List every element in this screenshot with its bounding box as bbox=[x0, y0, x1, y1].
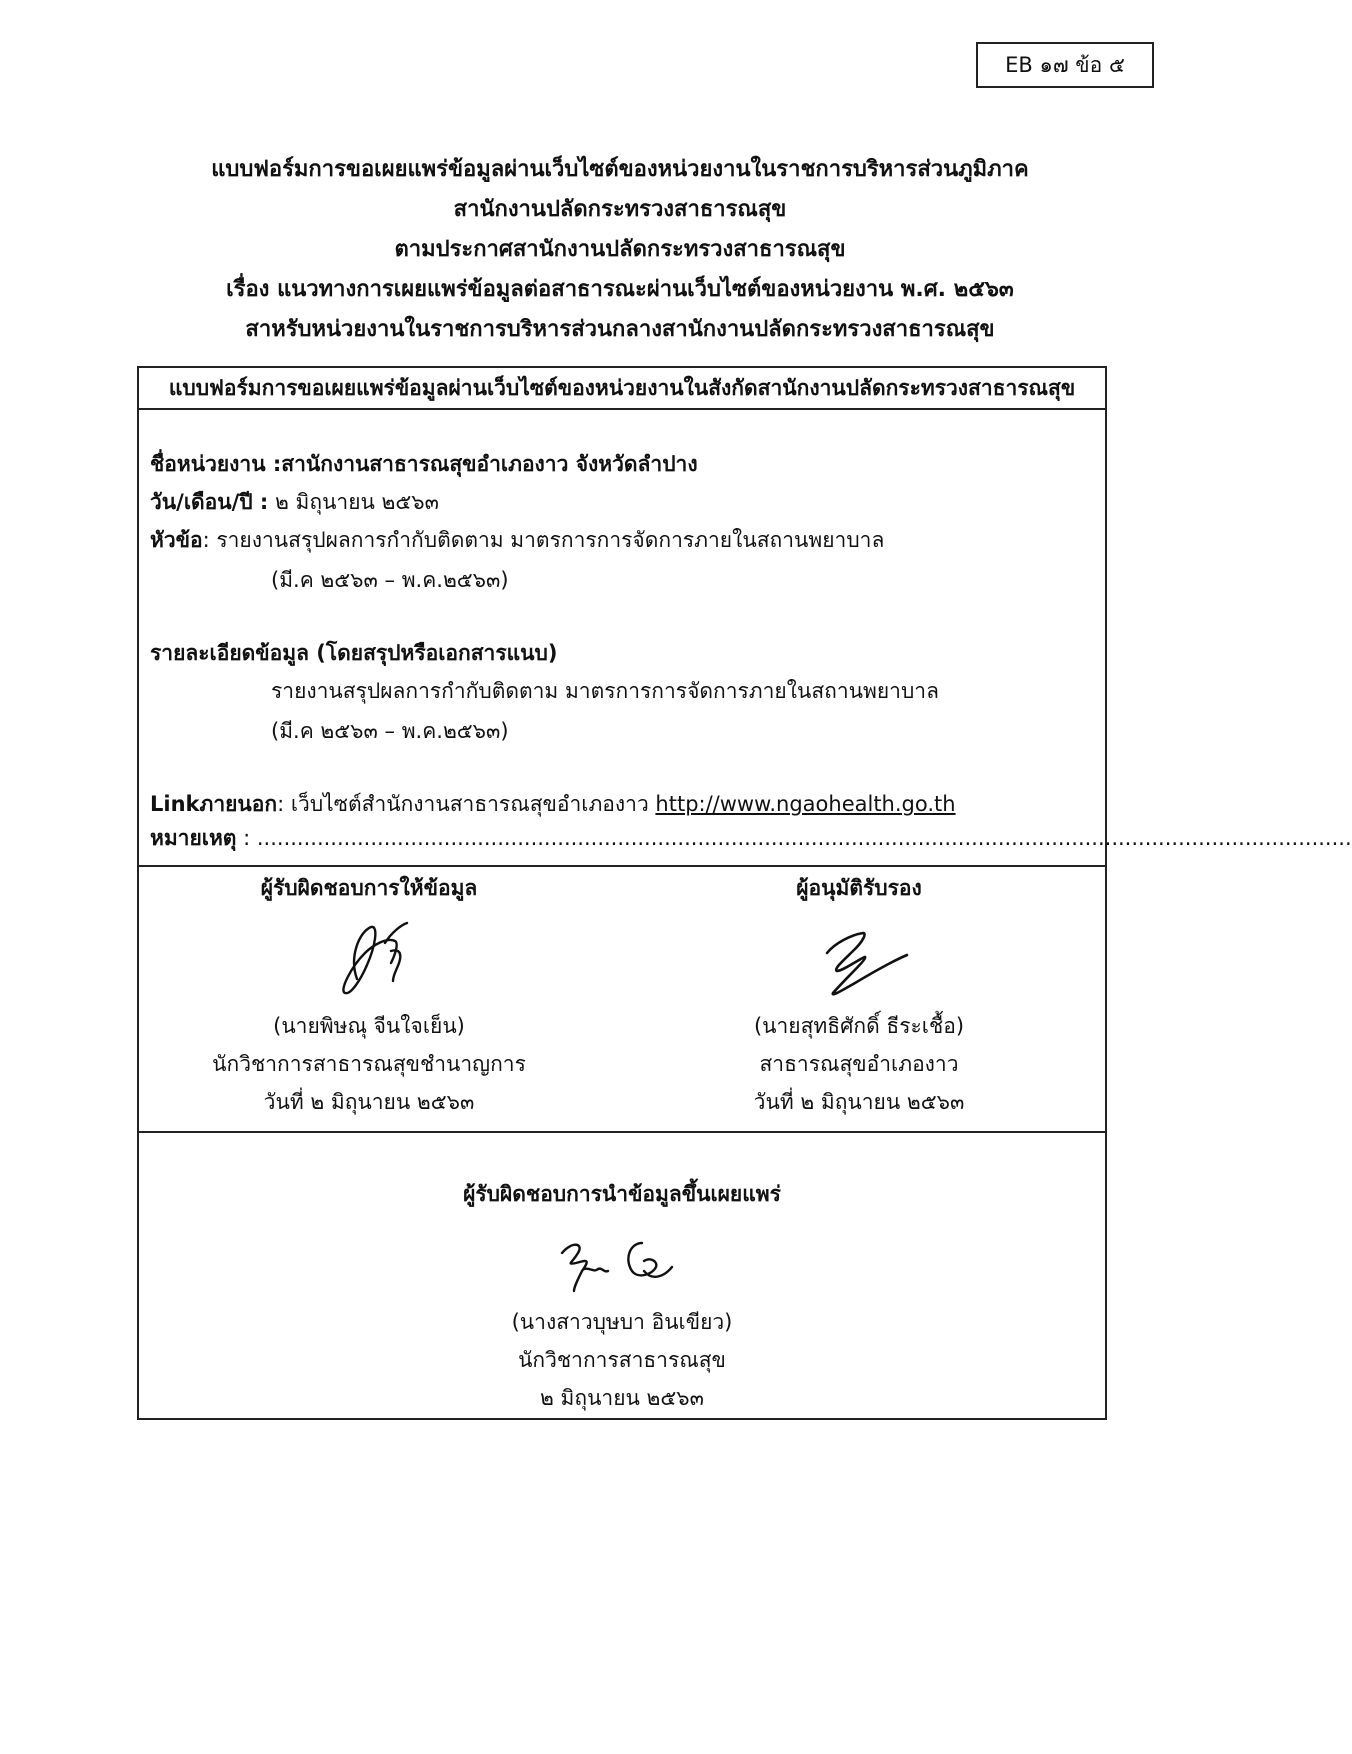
date-label: วัน/เดือน/ปี : bbox=[150, 490, 269, 514]
signature-section bbox=[139, 867, 1105, 1133]
external-link-row bbox=[150, 787, 956, 821]
date-row bbox=[150, 485, 439, 519]
approver-signature bbox=[789, 907, 929, 1007]
publisher-block bbox=[139, 1175, 1105, 1417]
topic-period: (มี.ค ๒๕๖๓ – พ.ค.๒๕๖๓) bbox=[271, 568, 509, 592]
topic-value: : รายงานสรุปผลการกำกับติดตาม มาตรการการจัดการภายในสถานพยาบาล bbox=[202, 528, 885, 552]
header-line-1: แบบฟอร์มการขอเผยแพร่ข้อมูลผ่านเว็บไซต์ของหน่วยงานในราชการบริหารส่วนภูมิภาค bbox=[211, 157, 1029, 182]
request-form bbox=[137, 366, 1352, 1420]
publisher-position: นักวิชาการสาธารณสุข bbox=[518, 1348, 726, 1372]
agency-row bbox=[150, 447, 698, 481]
topic-label: หัวข้อ bbox=[150, 528, 203, 552]
publisher-date: ๒ มิถุนายน ๒๕๖๓ bbox=[540, 1386, 704, 1410]
approver-position: สาธารณสุขอำเภองาว bbox=[759, 1052, 959, 1076]
agency-label: ชื่อหน่วยงาน : bbox=[150, 452, 282, 476]
link-label: Linkภายนอก bbox=[150, 792, 278, 816]
topic-row bbox=[150, 523, 884, 557]
publisher-section bbox=[139, 1133, 1105, 1424]
document-header bbox=[0, 150, 1240, 350]
header-line-3: ตามประกาศสานักงานปลัดกระทรวงสาธารณสุข bbox=[394, 237, 846, 262]
responsible-signature bbox=[299, 907, 439, 1007]
approver-name: (นายสุทธิศักดิ์ ธีระเชื้อ) bbox=[753, 1014, 965, 1038]
responsible-position: นักวิชาการสาธารณสุขชำนาญการ bbox=[212, 1052, 526, 1076]
details-label-text: รายละเอียดข้อมูล (โดยสรุปหรือเอกสารแนบ) bbox=[150, 641, 558, 665]
responsible-heading: ผู้รับผิดชอบการให้ข้อมูล bbox=[260, 876, 478, 900]
details-value: รายงานสรุปผลการกำกับติดตาม มาตรการการจัดการภายในสถานพยาบาล bbox=[271, 679, 939, 703]
info-section bbox=[139, 410, 1352, 867]
document-code-box: EB ๑๗ ข้อ ๕ bbox=[976, 42, 1154, 88]
header-line-2: สานักงานปลัดกระทรวงสาธารณสุข bbox=[453, 197, 787, 222]
note-label: หมายเหตุ bbox=[150, 826, 237, 850]
form-title: แบบฟอร์มการขอเผยแพร่ข้อมูลผ่านเว็บไซต์ของหน่วยงานในสังกัดสานักงานปลัดกระทรวงสาธารณสุข bbox=[139, 368, 1105, 410]
details-period: (มี.ค ๒๕๖๓ – พ.ค.๒๕๖๓) bbox=[271, 719, 509, 743]
website-link[interactable]: http://www.ngaohealth.go.th bbox=[655, 792, 956, 816]
details-label bbox=[150, 636, 557, 670]
responsible-block bbox=[179, 869, 559, 1121]
publisher-signature bbox=[532, 1227, 712, 1303]
note-value: : .................................................................................................................................................................... bbox=[236, 826, 1352, 850]
responsible-name: (นายพิษณุ จีนใจเย็น) bbox=[273, 1014, 465, 1038]
approver-block bbox=[669, 869, 1049, 1121]
responsible-date: วันที่ ๒ มิถุนายน ๒๕๖๓ bbox=[263, 1090, 475, 1114]
date-value: ๒ มิถุนายน ๒๕๖๓ bbox=[268, 490, 439, 514]
header-line-5: สาหรับหน่วยงานในราชการบริหารส่วนกลางสานักงานปลัดกระทรวงสาธารณสุข bbox=[245, 317, 995, 342]
approver-date: วันที่ ๒ มิถุนายน ๒๕๖๓ bbox=[753, 1090, 965, 1114]
approver-heading: ผู้อนุมัติรับรอง bbox=[796, 876, 922, 900]
agency-value: สานักงานสาธารณสุขอำเภองาว จังหวัดลำปาง bbox=[281, 452, 698, 476]
publisher-name: (นางสาวบุษบา อินเขียว) bbox=[511, 1310, 733, 1334]
note-row bbox=[150, 821, 1352, 855]
publisher-heading: ผู้รับผิดชอบการนำข้อมูลขึ้นเผยแพร่ bbox=[463, 1182, 781, 1206]
header-line-4: เรื่อง แนวทางการเผยแพร่ข้อมูลต่อสาธารณะผ่านเว็บไซต์ของหน่วยงาน พ.ศ. ๒๕๖๓ bbox=[226, 277, 1014, 302]
link-text: : เว็บไซต์สำนักงานสาธารณสุขอำเภองาว bbox=[277, 792, 656, 816]
